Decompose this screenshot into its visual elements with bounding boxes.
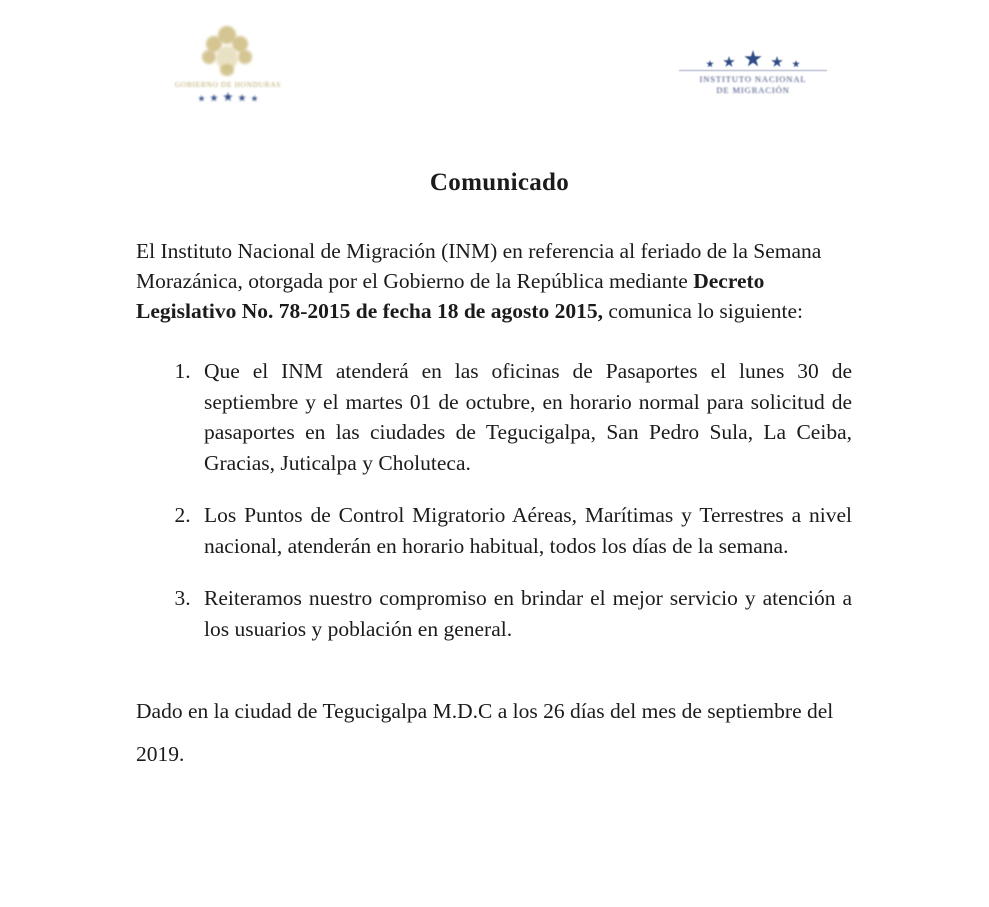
- inm-logo-stars: [678, 48, 828, 68]
- inm-logo-caption-line1: INSTITUTO NACIONAL: [699, 74, 807, 84]
- star-icon: [198, 95, 205, 102]
- star-icon: [723, 56, 735, 68]
- coat-of-arms-icon: [198, 24, 258, 78]
- star-icon: [223, 92, 233, 102]
- decree-reference: Decreto Legislativo No. 78-2015 de fecha 18 de agosto 2015,: [136, 269, 765, 323]
- star-icon: [706, 60, 714, 68]
- document-body: [0, 169, 989, 776]
- gov-logo-stars: [168, 92, 288, 102]
- inm-logo-caption-line2: DE MIGRACIÓN: [716, 85, 790, 95]
- star-icon: [771, 56, 783, 68]
- list-item: 3. Reiteramos nuestro compromiso en brindar el mejor servicio y atención a los usuarios y población en general.: [196, 583, 852, 644]
- star-icon: [792, 60, 800, 68]
- page-title: Comunicado: [429, 169, 570, 196]
- government-of-honduras-logo: [168, 24, 288, 102]
- gov-logo-caption: GOBIERNO DE HONDURAS: [174, 80, 282, 89]
- intro-paragraph: [0, 236, 989, 326]
- star-icon: [238, 94, 246, 102]
- closing-paragraph: Dado en la ciudad de Tegucigalpa M.D.C a los 26 días del mes de septiembre del 2019.: [136, 699, 834, 766]
- intro-text-part2: comunica lo siguiente:: [603, 299, 804, 323]
- star-icon: [251, 95, 258, 102]
- star-icon: [210, 94, 218, 102]
- star-icon: [744, 50, 762, 68]
- instituto-nacional-de-migracion-logo: [678, 48, 828, 96]
- intro-text-part1: El Instituto Nacional de Migración (INM) en referencia al feriado de la Semana Morazánica, otorgada por el Gobierno de la República mediante: [136, 239, 822, 293]
- document-header: [0, 0, 989, 125]
- announcement-list: [0, 356, 989, 644]
- inm-logo-divider: [679, 70, 827, 71]
- list-item: 1. Que el INM atenderá en las oficinas de Pasaportes el lunes 30 de septiembre y el martes 01 de octubre, en horario normal para solicitud de pasaportes en las ciudades de Tegucigalpa, San Pedro Sula, La Ceiba, Gracias, Juticalpa y Choluteca.: [196, 356, 852, 478]
- list-item: 2. Los Puntos de Control Migratorio Aéreas, Marítimas y Terrestres a nivel nacional, atenderán en horario habitual, todos los días de la semana.: [196, 500, 852, 561]
